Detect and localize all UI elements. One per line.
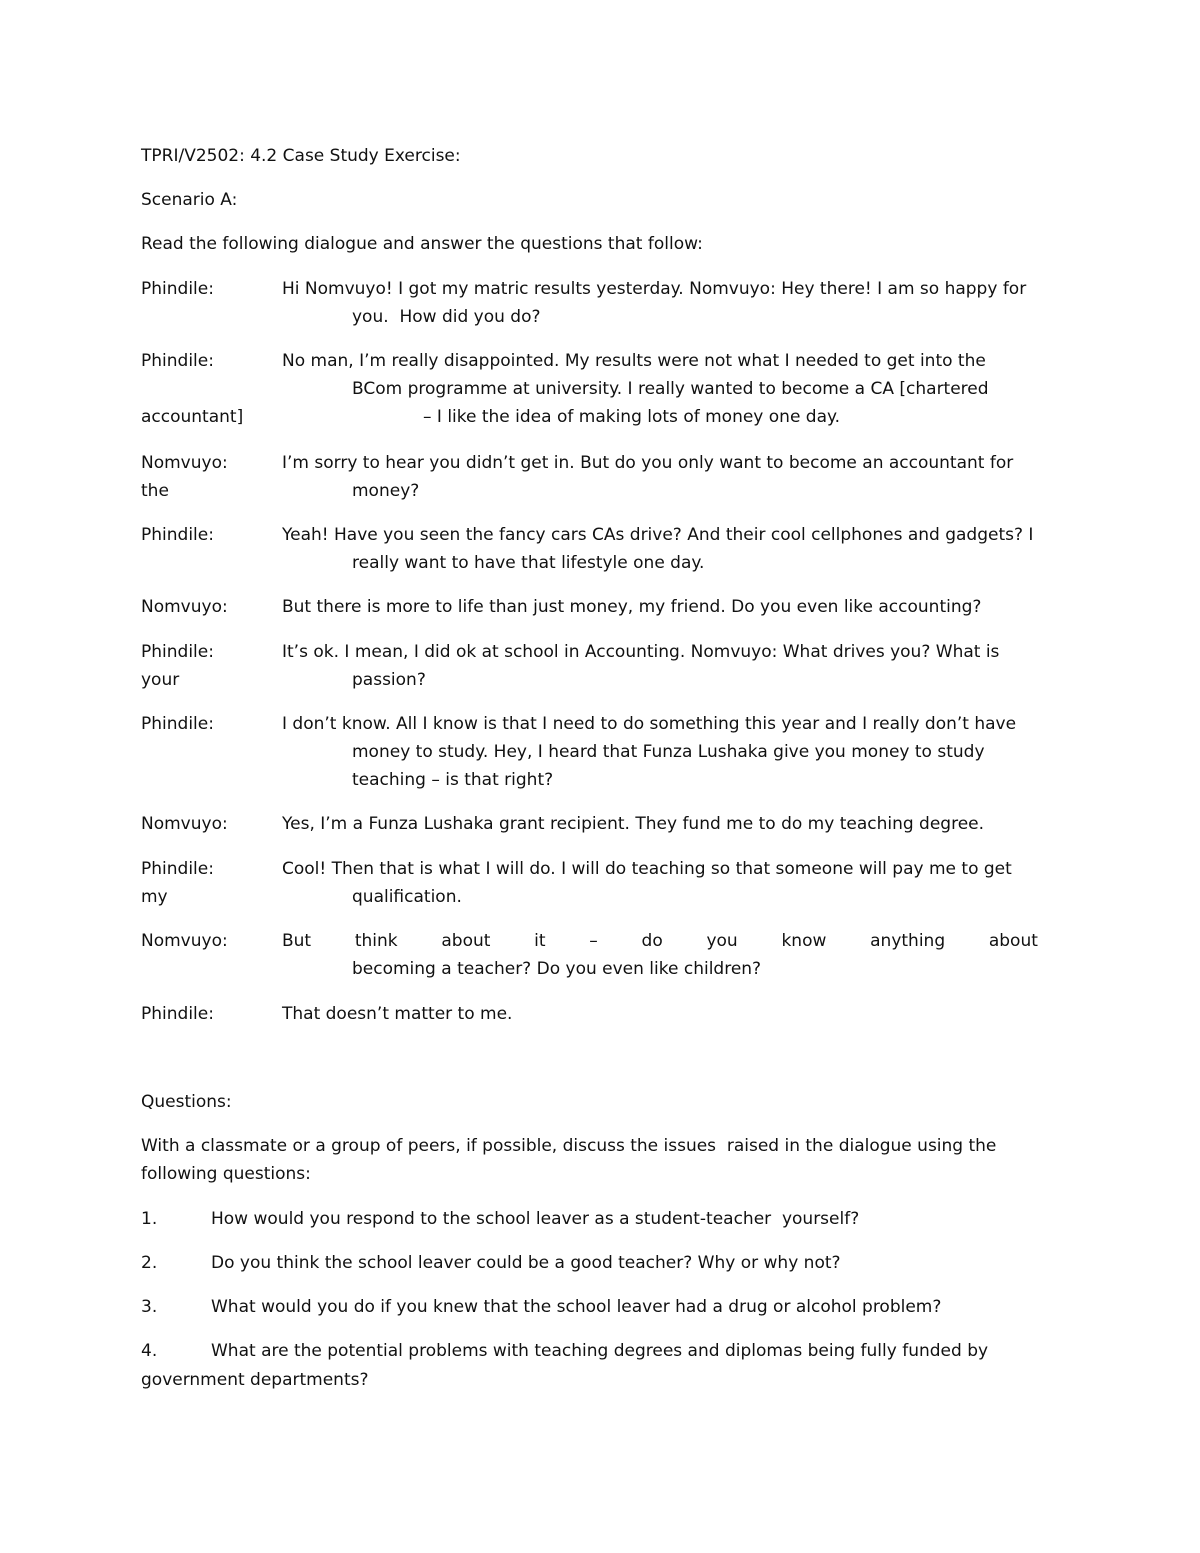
dialogue-speaker: Phindile: (141, 859, 214, 879)
dialogue-line: It’s ok. I mean, I did ok at school in Accounting. Nomvuyo: What drives you? What is (282, 642, 1000, 662)
dialogue-speaker-wrap: my (141, 887, 168, 907)
dialogue-speaker: Nomvuyo: (141, 931, 228, 951)
document-title: TPRI/V2502: 4.2 Case Study Exercise: (141, 146, 461, 166)
dialogue-word: you (706, 931, 738, 951)
dialogue-word: it (534, 931, 546, 951)
dialogue-speaker: Phindile: (141, 714, 214, 734)
question-number: 3. (141, 1297, 158, 1317)
dialogue-speaker: Phindile: (141, 1004, 214, 1024)
question-text: Do you think the school leaver could be a good teacher? Why or why not? (211, 1253, 841, 1273)
dialogue-word: But (282, 931, 312, 951)
questions-intro: following questions: (141, 1164, 311, 1184)
dialogue-word: about (441, 931, 491, 951)
dialogue-line-justified (282, 930, 1038, 952)
dialogue-word: know (781, 931, 827, 951)
dialogue-line: BCom programme at university. I really wanted to become a CA [chartered (352, 379, 989, 399)
dialogue-speaker: Phindile: (141, 642, 214, 662)
dialogue-line: money? (352, 481, 420, 501)
dialogue-line: I don’t know. All I know is that I need to do something this year and I really don’t have (282, 714, 1017, 734)
dialogue-line: Yes, I’m a Funza Lushaka grant recipient. They fund me to do my teaching degree. (282, 814, 985, 834)
dialogue-word: do (641, 931, 663, 951)
dialogue-line: That doesn’t matter to me. (282, 1004, 513, 1024)
question-text: What are the potential problems with teaching degrees and diplomas being fully funded by (211, 1341, 989, 1361)
question-number: 2. (141, 1253, 158, 1273)
dialogue-word: about (988, 931, 1038, 951)
dialogue-speaker-wrap: accountant] (141, 407, 244, 427)
dialogue-speaker-wrap: your (141, 670, 180, 690)
dialogue-line: But there is more to life than just money, my friend. Do you even like accounting? (282, 597, 982, 617)
dialogue-line: really want to have that lifestyle one day. (352, 553, 705, 573)
dialogue-speaker: Phindile: (141, 351, 214, 371)
question-number: 4. (141, 1341, 158, 1361)
dialogue-line: teaching – is that right? (352, 770, 554, 790)
dialogue-line: No man, I’m really disappointed. My results were not what I needed to get into the (282, 351, 986, 371)
dialogue-line: money to study. Hey, I heard that Funza Lushaka give you money to study (352, 742, 985, 762)
dialogue-line: qualification. (352, 887, 462, 907)
dialogue-speaker: Nomvuyo: (141, 597, 228, 617)
dialogue-speaker: Phindile: (141, 525, 214, 545)
question-text: What would you do if you knew that the school leaver had a drug or alcohol problem? (211, 1297, 942, 1317)
dialogue-line: Yeah! Have you seen the fancy cars CAs drive? And their cool cellphones and gadgets? I (282, 525, 1034, 545)
dialogue-line: – I like the idea of making lots of money one day. (423, 407, 841, 427)
question-number: 1. (141, 1209, 158, 1229)
dialogue-line: I’m sorry to hear you didn’t get in. But do you only want to become an accountant for (282, 453, 1014, 473)
dialogue-word: – (589, 931, 598, 951)
dialogue-line: passion? (352, 670, 426, 690)
question-text-wrap: government departments? (141, 1370, 369, 1390)
instruction-text: Read the following dialogue and answer the questions that follow: (141, 234, 703, 254)
questions-intro: With a classmate or a group of peers, if possible, discuss the issues raised in the dialogue using the (141, 1136, 997, 1156)
dialogue-line: you. How did you do? (352, 307, 541, 327)
scenario-label: Scenario A: (141, 190, 238, 210)
dialogue-speaker: Nomvuyo: (141, 814, 228, 834)
dialogue-speaker: Nomvuyo: (141, 453, 228, 473)
dialogue-line: becoming a teacher? Do you even like children? (352, 959, 762, 979)
dialogue-line: Cool! Then that is what I will do. I will do teaching so that someone will pay me to get (282, 859, 1012, 879)
dialogue-word: think (354, 931, 398, 951)
dialogue-speaker: Phindile: (141, 279, 214, 299)
dialogue-word: anything (870, 931, 946, 951)
dialogue-line: Hi Nomvuyo! I got my matric results yesterday. Nomvuyo: Hey there! I am so happy for (282, 279, 1027, 299)
questions-heading: Questions: (141, 1092, 232, 1112)
question-text: How would you respond to the school leaver as a student-teacher yourself? (211, 1209, 860, 1229)
dialogue-speaker-wrap: the (141, 481, 169, 501)
